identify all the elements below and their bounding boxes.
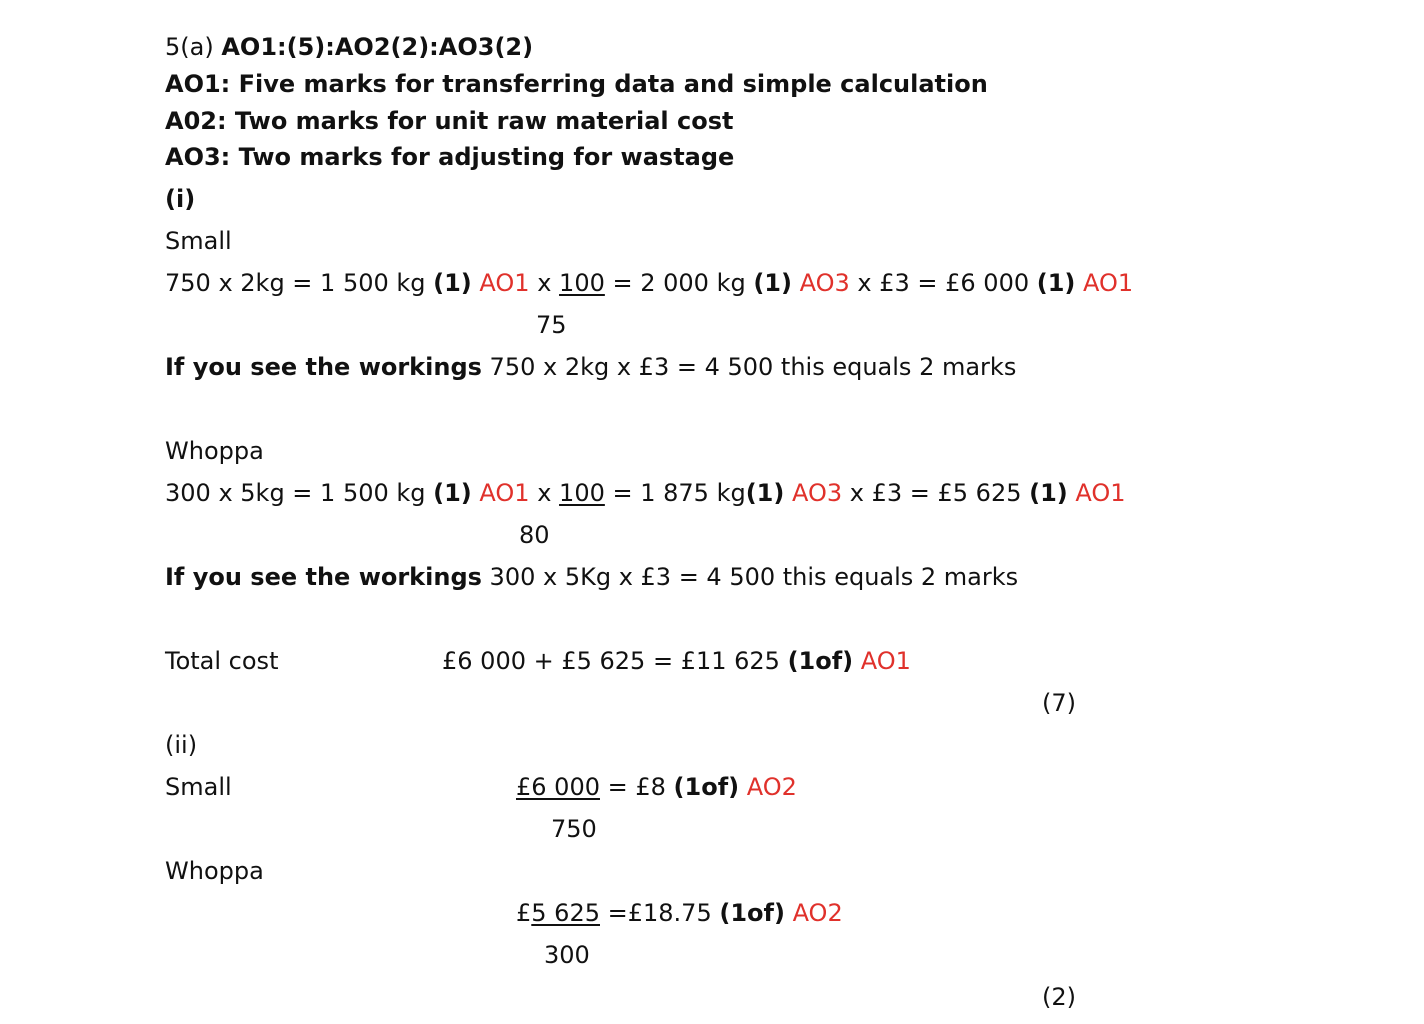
ao-tag: AO1 <box>1083 269 1134 297</box>
calc-text: = £8 <box>599 773 674 801</box>
fraction-numerator: 100 <box>559 479 605 507</box>
currency-symbol: £ <box>516 899 532 927</box>
mark: (1) <box>753 269 792 297</box>
fraction-denominator: 750 <box>551 815 597 843</box>
calc-text: =£18.75 <box>600 899 720 927</box>
part-ii-marks: (2) <box>1042 983 1076 1011</box>
calc-text: 750 x 2kg = 1 500 kg <box>165 269 434 297</box>
mark: (1) <box>745 479 785 507</box>
whoppa-label: Whoppa <box>165 857 264 885</box>
small-label: Small <box>165 227 232 255</box>
fraction-numerator: 5 625 <box>531 899 600 927</box>
ao3-description: AO3: Two marks for adjusting for wastage <box>165 143 735 171</box>
workings-lead: If you see the workings <box>165 353 482 381</box>
calc-text: x £3 = £5 625 <box>842 479 1030 507</box>
ao-tag: AO1 <box>860 647 911 675</box>
workings-text: 750 x 2kg x £3 = 4 500 this equals 2 marks <box>481 353 1017 381</box>
fraction-denominator: 80 <box>519 521 550 549</box>
mark: (1) <box>433 479 472 507</box>
ao-tag: AO1 <box>479 479 530 507</box>
calc-text: = 2 000 kg <box>604 269 754 297</box>
ao-tag: AO1 <box>1075 479 1126 507</box>
whoppa-workings <box>165 562 1018 592</box>
ao-tag: AO1 <box>479 269 530 297</box>
mark: (1of) <box>719 899 785 927</box>
ao-tag: AO2 <box>792 899 843 927</box>
calc-text: x <box>529 479 560 507</box>
mark: (1) <box>1029 479 1068 507</box>
calc-text: x £3 = £6 000 <box>849 269 1037 297</box>
ao2-description: A02: Two marks for unit raw material cost <box>165 107 734 135</box>
fraction-numerator: 100 <box>559 269 605 297</box>
fraction-denominator: 300 <box>544 941 590 969</box>
workings-text: 300 x 5Kg x £3 = 4 500 this equals 2 marks <box>481 563 1019 591</box>
whoppa-calculation <box>165 478 1126 508</box>
part-i-label: (i) <box>165 185 196 213</box>
ao-tag: AO2 <box>746 773 797 801</box>
whoppa-label: Whoppa <box>165 437 264 465</box>
whoppa-unit-cost <box>516 898 843 928</box>
ao-tag: AO3 <box>799 269 850 297</box>
question-number: 5(a) <box>165 33 214 61</box>
mark: (1of) <box>673 773 740 801</box>
calc-text: 300 x 5kg = 1 500 kg <box>165 479 434 507</box>
ao-summary: AO1:(5):AO2(2):AO3(2) <box>221 33 534 61</box>
mark: (1of) <box>787 647 854 675</box>
small-unit-cost <box>516 772 797 802</box>
part-i-marks: (7) <box>1042 689 1076 717</box>
small-workings <box>165 352 1016 382</box>
ao1-description: AO1: Five marks for transferring data and simple calculation <box>165 70 988 98</box>
question-heading <box>165 32 533 62</box>
calc-text: x <box>529 269 560 297</box>
workings-lead: If you see the workings <box>165 563 482 591</box>
small-label: Small <box>165 773 232 801</box>
fraction-denominator: 75 <box>536 311 567 339</box>
fraction-numerator: £6 000 <box>516 773 600 801</box>
calc-text: £6 000 + £5 625 = £11 625 <box>442 647 788 675</box>
calc-text: = 1 875 kg <box>604 479 746 507</box>
total-cost-label: Total cost <box>165 647 279 675</box>
total-cost-calculation <box>442 646 911 676</box>
mark: (1) <box>433 269 472 297</box>
ao-tag: AO3 <box>791 479 843 507</box>
small-calculation <box>165 268 1133 298</box>
part-ii-label: (ii) <box>165 731 198 759</box>
mark: (1) <box>1036 269 1076 297</box>
